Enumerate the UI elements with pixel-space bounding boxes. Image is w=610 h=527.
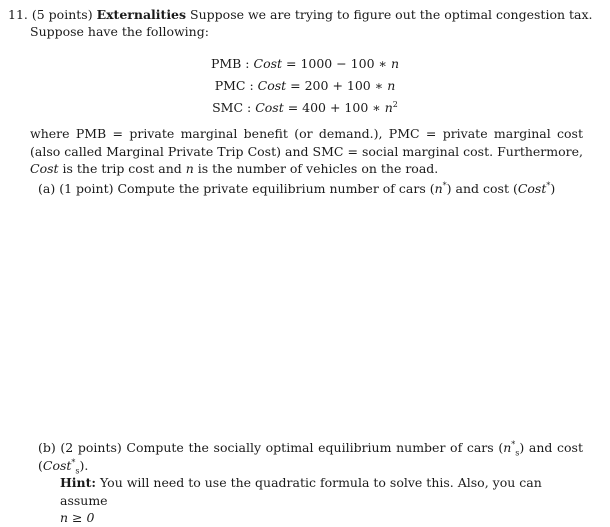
- equation-block: [0, 53, 610, 119]
- part-b-points: (2 points): [60, 440, 122, 455]
- part-b: [38, 439, 583, 527]
- question-number: 11.: [8, 7, 28, 22]
- question-title: Externalities: [96, 7, 187, 22]
- hint-text: You will need to use the quadratic formula to solve this. Also, you can assume: [60, 475, 542, 508]
- question-intro-line2: Suppose have the following:: [30, 24, 209, 39]
- definitions-paragraph: where PMB = private marginal benefit (or demand.), PMC = private marginal cost (also called Marginal Private Trip Cost) and SMC = social marginal cost. Furthermore, Cost is the trip cost and n is the number of vehicles on the road.: [30, 126, 583, 176]
- equation-smc: SMC : Cost = 400 + 100 ∗ $n^2$: [212, 99, 398, 115]
- question-header: [8, 6, 593, 23]
- part-a-points: (1 point): [59, 181, 114, 196]
- question-intro: Suppose we are trying to figure out the optimal congestion tax.: [190, 7, 593, 22]
- part-b-hint: [60, 474, 583, 509]
- equation-pmb: PMB : Cost = 1000 − 100 ∗ n: [210, 56, 400, 71]
- question-points: (5 points): [31, 7, 93, 22]
- part-b-label: (b): [38, 440, 56, 455]
- part-a-label: (a): [38, 181, 56, 196]
- part-a: (a) (1 point) Compute the private equilibrium number of cars (n*) and cost (Cost*): [38, 180, 556, 196]
- hint-label: Hint:: [60, 475, 97, 490]
- part-b-constraint: n ≥ 0: [60, 510, 95, 525]
- equation-pmc: PMC : Cost = 200 + 100 ∗ n: [214, 78, 396, 93]
- part-b-body: (b) (2 points) Compute the socially optimal equilibrium number of cars $(n^*_s)$ and cost (Cost*$_s$).: [38, 439, 583, 475]
